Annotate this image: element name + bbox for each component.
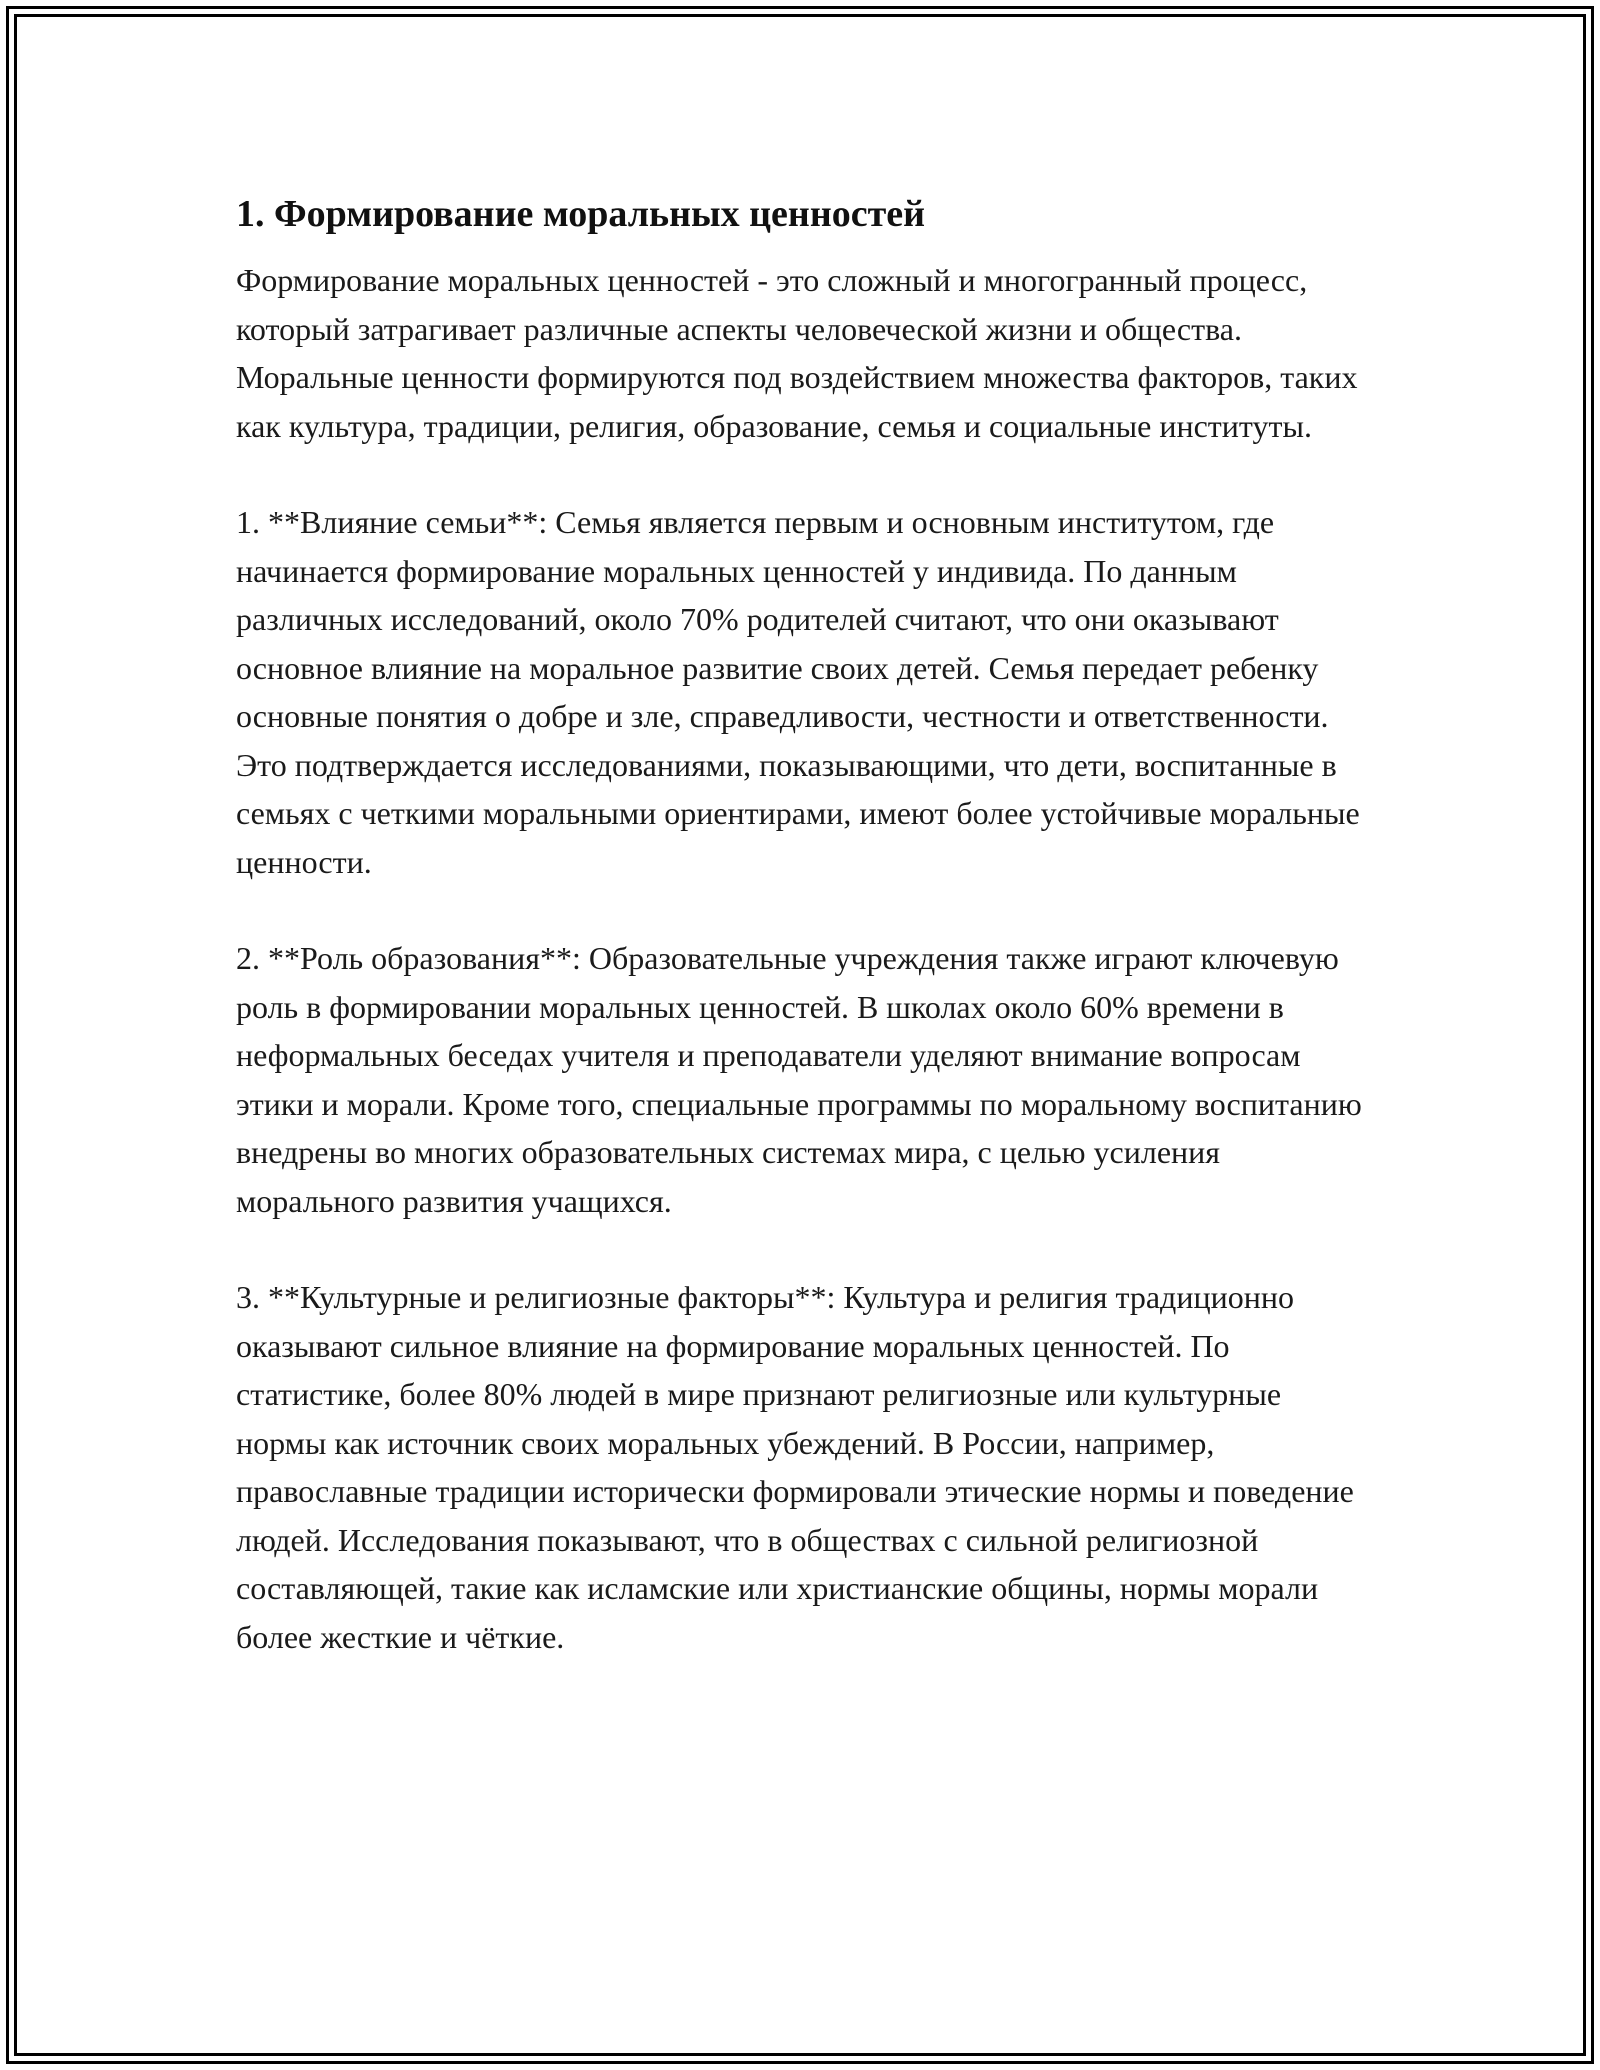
document-body bbox=[236, 184, 1366, 1709]
family-influence-paragraph: 1. **Влияние семьи**: Семья является первым и основным институтом, где начинается формирование моральных ценностей у индивида. По данным различных исследований, около 70% родителей считают, что они оказывают основное влияние на моральное развитие своих детей. Семья передает ребенку основные понятия о добре и зле, справедливости, честности и ответственности. Это подтверждается исследованиями, показывающими, что дети, воспитанные в семьях с четкими моральными ориентирами, имеют более устойчивые моральные ценности. bbox=[236, 504, 1360, 880]
section-heading: 1. Формирование моральных ценностей bbox=[236, 193, 926, 235]
intro-paragraph: Формирование моральных ценностей - это сложный и многогранный процесс, который затрагивает различные аспекты человеческой жизни и общества. Моральные ценности формируются под воздействием множества факторов, таких как культура, традиции, религия, образование, семья и социальные институты. bbox=[236, 262, 1358, 444]
culture-religion-paragraph: 3. **Культурные и религиозные факторы**: Культура и религия традиционно оказывают сильное влияние на формирование моральных ценностей. По статистике, более 80% людей в мире признают религиозные или культурные нормы как источник своих моральных убеждений. В России, например, православные традиции исторически формировали этические нормы и поведение людей. Исследования показывают, что в обществах с сильной религиозной составляющей, такие как исламские или христианские общины, нормы морали более жесткие и чёткие. bbox=[236, 1279, 1354, 1655]
education-role-paragraph: 2. **Роль образования**: Образовательные учреждения также играют ключевую роль в формировании моральных ценностей. В школах около 60% времени в неформальных беседах учителя и преподаватели уделяют внимание вопросам этики и морали. Кроме того, специальные программы по моральному воспитанию внедрены во многих образовательных системах мира, с целью усиления морального развития учащихся. bbox=[236, 940, 1362, 1219]
